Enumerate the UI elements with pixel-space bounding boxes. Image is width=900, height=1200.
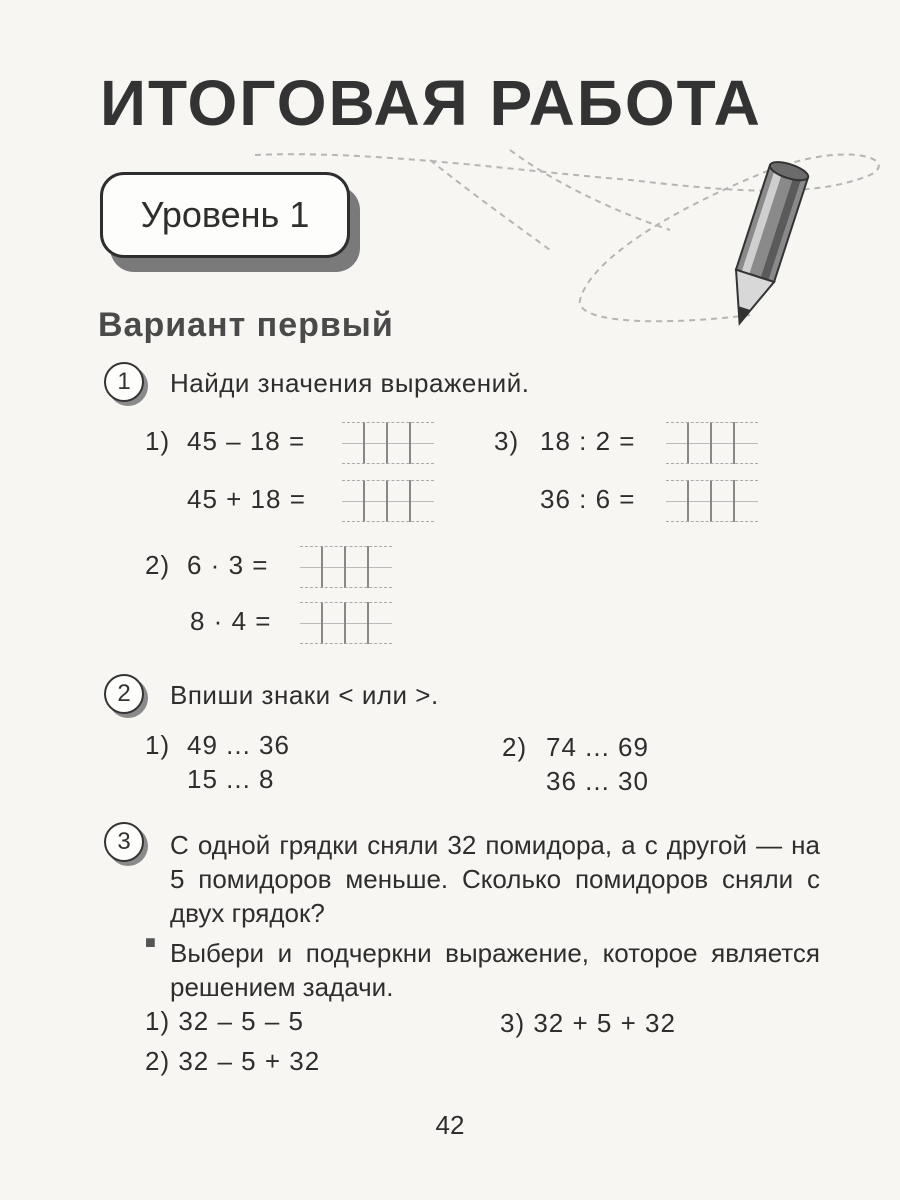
task-1-group-3-label: 3) (494, 426, 520, 456)
task-2-comparison-1b: 15 ... 8 (187, 764, 275, 794)
task-1-text: Найди значения выражений. (170, 368, 530, 398)
task-3-option-1[interactable]: 1) 32 – 5 – 5 (145, 1006, 304, 1036)
task-3-option-2[interactable]: 2) 32 – 5 + 32 (145, 1046, 321, 1076)
task-1-group-1-label: 1) (145, 426, 171, 456)
task-1-group-2-label: 2) (145, 550, 171, 580)
task-3-instruction: Выбери и подчеркни выражение, которое является решением задачи. (170, 938, 820, 1002)
task-2-comparison-1a: 49 ... 36 (187, 730, 290, 760)
page-title: ИТОГОВАЯ РАБОТА (100, 67, 762, 139)
task-1-expression-3a: 18 : 2 = (540, 426, 636, 456)
task-3-number: 3 (104, 822, 144, 862)
task-2-number: 2 (104, 674, 144, 714)
task-1-expression-3b: 36 : 6 = (540, 484, 636, 514)
bullet-icon: ■ (145, 932, 156, 952)
task-1-expression-1a: 45 – 18 = (187, 426, 306, 456)
task-1-expression-2b: 8 · 4 = (190, 606, 272, 636)
task-2-text: Впиши знаки < или >. (170, 680, 439, 710)
task-3-problem-text: С одной грядки сняли 32 помидора, а с другой — на 5 помидоров меньше. Сколько помидоров сняли с двух грядок? (170, 830, 820, 928)
answer-grid[interactable] (342, 422, 434, 464)
answer-grid[interactable] (666, 422, 758, 464)
task-1-expression-2a: 6 · 3 = (187, 550, 269, 580)
variant-heading: Вариант первый (98, 306, 394, 344)
task-3-option-3[interactable]: 3) 32 + 5 + 32 (500, 1008, 676, 1038)
task-2-comparison-2a: 74 ... 69 (546, 732, 649, 762)
level-badge: Уровень 1 (100, 172, 350, 258)
page-number: 42 (435, 1110, 465, 1140)
task-2-comparison-2b: 36 ... 30 (546, 766, 649, 796)
answer-grid[interactable] (300, 602, 392, 644)
answer-grid[interactable] (342, 480, 434, 522)
task-1-number: 1 (104, 362, 144, 402)
task-2-group-2-label: 2) (502, 732, 528, 762)
task-1-expression-1b: 45 + 18 = (187, 484, 306, 514)
answer-grid[interactable] (300, 546, 392, 588)
task-2-group-1-label: 1) (145, 730, 171, 760)
answer-grid[interactable] (666, 480, 758, 522)
